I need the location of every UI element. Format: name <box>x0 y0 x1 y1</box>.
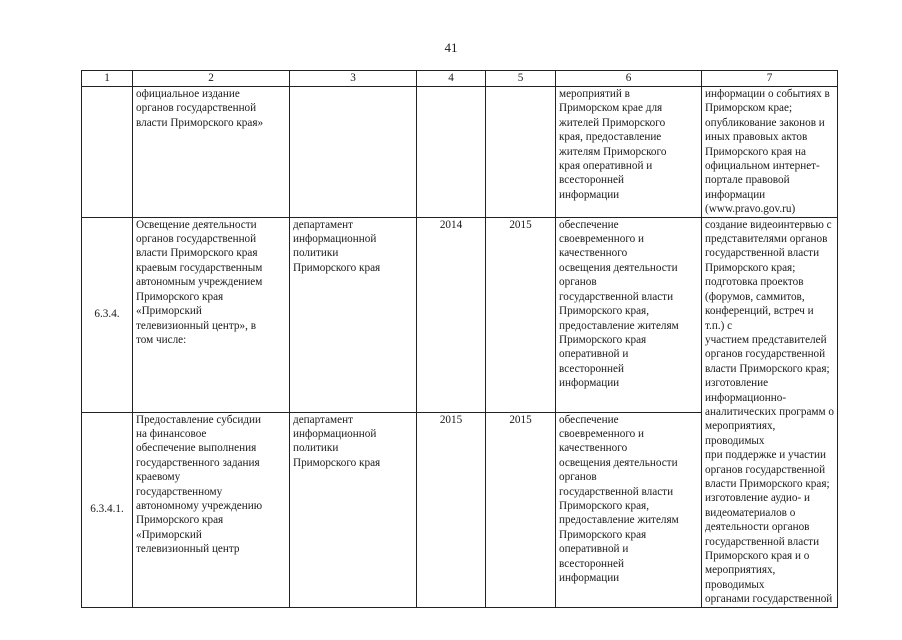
end-year: 2015 <box>486 217 556 412</box>
table-row <box>82 217 838 412</box>
measure-name: официальное издание органов государственной власти Приморского края» <box>133 87 290 218</box>
item-number <box>82 87 133 218</box>
main-actions: информации о событиях в Приморском крае; опубликование законов и иных правовых актов Приморского края на официальном интернет- портале правовой информации (www.pravo.gov.ru) <box>702 87 838 218</box>
start-year <box>417 87 486 218</box>
header-cell: 7 <box>702 71 838 87</box>
header-cell: 4 <box>417 71 486 87</box>
end-year <box>486 87 556 218</box>
measure-name: Освещение деятельности органов государственной власти Приморского края краевым государственным автономным учреждением Приморского края «Приморский телевизионный центр», в том числе: <box>133 217 290 412</box>
header-cell: 3 <box>290 71 417 87</box>
measure-name: Предоставление субсидии на финансовое обеспечение выполнения государственного задания краевому государственному автономному учреждению Приморского края «Приморский телевизионный центр <box>133 412 290 607</box>
header-cell: 6 <box>556 71 702 87</box>
start-year: 2014 <box>417 217 486 412</box>
expected-result: мероприятий в Приморском крае для жителей Приморского края, предоставление жителям Приморского края оперативной и всесторонней информации <box>556 87 702 218</box>
page-number: 41 <box>444 40 458 55</box>
table-row <box>82 87 838 218</box>
start-year: 2015 <box>417 412 486 607</box>
item-number: 6.3.4. <box>82 217 133 412</box>
main-actions: создание видеоинтервью с представителями органов государственной власти Приморского края; подготовка проектов (форумов, саммитов, конференций, встреч и т.п.) с участием представителей органов государственной власти Приморского края; изготовление информационно- аналитических программ о мероприятиях, проводимых при поддержке и участии органов государственной власти Приморского края; изготовление аудио- и видеоматериалов о деятельности органов государственной власти Приморского края и о мероприятиях, проводимых органами государственной <box>702 217 838 607</box>
expected-result: обеспечение своевременного и качественного освещения деятельности органов государственной власти Приморского края, предоставление жителям Приморского края оперативной и всесторонней информации <box>556 217 702 412</box>
item-number: 6.3.4.1. <box>82 412 133 607</box>
measures-table <box>81 70 838 608</box>
header-cell: 1 <box>82 71 133 87</box>
header-cell: 5 <box>486 71 556 87</box>
header-cell: 2 <box>133 71 290 87</box>
executor: департамент информационной политики Приморского края <box>290 412 417 607</box>
expected-result: обеспечение своевременного и качественного освещения деятельности органов государственной власти Приморского края, предоставление жителям Приморского края оперативной и всесторонней информации <box>556 412 702 607</box>
executor: департамент информационной политики Приморского края <box>290 217 417 412</box>
end-year: 2015 <box>486 412 556 607</box>
executor <box>290 87 417 218</box>
header-row <box>82 71 838 87</box>
